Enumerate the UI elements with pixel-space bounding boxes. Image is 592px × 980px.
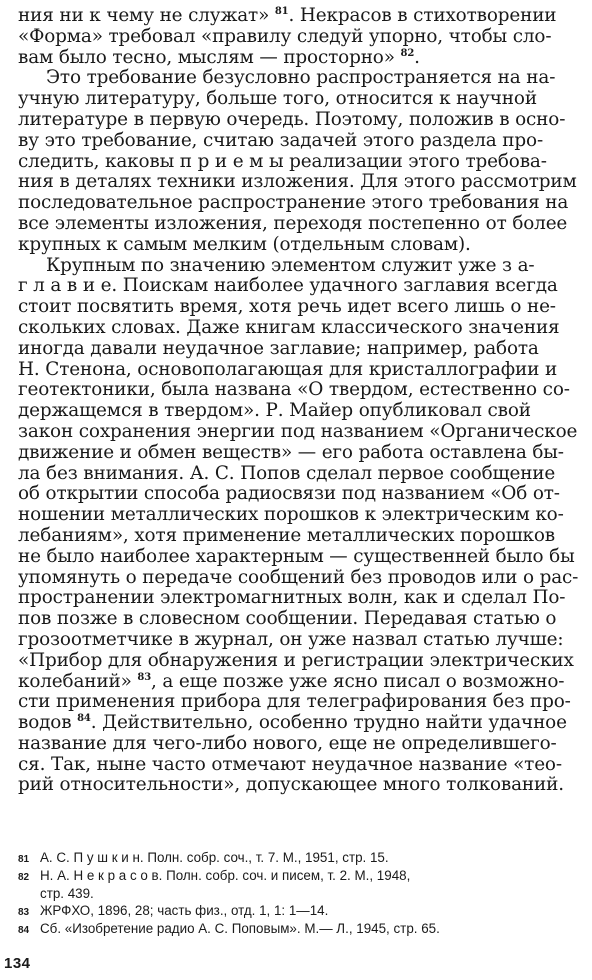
- body-text: [18, 6, 584, 796]
- text-line: [18, 713, 584, 734]
- text-line-content: Н. Стенона, основополагающая для кристаллографии и: [18, 359, 558, 380]
- text-line-continuation: , а еще позже уже ясно писал о возможно-: [151, 671, 565, 692]
- text-line-content: все элементы изложения, переходя постепенно от более: [18, 213, 568, 234]
- text-line-content: Это требование безусловно распространяется на на-: [46, 68, 556, 89]
- text-line: [18, 68, 584, 89]
- footnote-text: А. С. П у ш к и н. Полн. собр. соч., т. 7. М., 1951, стр. 15.: [40, 850, 389, 865]
- text-line-content: крупных к самым мелким (отдельным словам).: [18, 234, 471, 255]
- text-line-content: водов: [18, 713, 78, 734]
- text-line: [18, 193, 584, 214]
- footnote-text: стр. 439.: [40, 886, 94, 902]
- text-line-content: стоит посвятить время, хотя речь идет всего лишь о не-: [18, 297, 556, 318]
- text-line: [18, 276, 584, 297]
- text-line-content: ла без внимания. А. С. Попов сделал первое сообщение: [18, 463, 556, 484]
- text-line: [18, 339, 584, 360]
- text-line: [18, 651, 584, 672]
- text-line: [18, 672, 584, 693]
- footnote: [18, 886, 584, 902]
- text-line-content: не было наиболее характерным — существенней было бы: [18, 546, 575, 567]
- footnote: [18, 903, 584, 921]
- text-line: [18, 152, 584, 173]
- footnote-text: Сб. «Изобретение радио А. С. Поповым». М.— Л., 1945, стр. 65.: [40, 920, 440, 936]
- text-line-content: закон сохранения энергии под названием «Органическое: [18, 421, 578, 442]
- footnote-reference[interactable]: 81: [274, 6, 289, 17]
- text-line: [18, 443, 584, 464]
- text-line-content: ношении металлических порошков к электрическим ко-: [18, 505, 564, 526]
- text-line-content: название для чего-либо нового, еще не определившего-: [18, 733, 557, 754]
- footnote-reference[interactable]: 83: [137, 671, 152, 683]
- text-line: [18, 89, 584, 110]
- text-line: [18, 27, 584, 48]
- text-line-content: держащемся в твердом». Р. Майер опубликовал свой: [18, 401, 531, 422]
- text-line: [18, 214, 584, 235]
- text-line-content: пов позже в словесном сообщении. Передавая статью о: [18, 609, 557, 630]
- text-line-continuation: . Некрасов в стихотворении: [288, 6, 557, 26]
- text-line: [18, 588, 584, 609]
- text-line: [18, 318, 584, 339]
- page-number: 134: [4, 955, 31, 972]
- text-line: [18, 755, 584, 776]
- text-line: [18, 172, 584, 193]
- text-line: [18, 6, 584, 27]
- text-line-content: грозоотметчике в журнал, он уже назвал статью лучше:: [18, 629, 564, 650]
- text-line-continuation: .: [414, 47, 420, 68]
- text-line-content: следить, каковы п р и е м ы реализации этого требова-: [18, 151, 547, 172]
- text-line-content: сти применения прибора для телеграфирования без про-: [18, 692, 571, 713]
- text-line-content: ся. Так, ныне часто отмечают неудачное название «тео-: [18, 754, 562, 775]
- text-line: [18, 630, 584, 651]
- footnote-number: 82: [18, 872, 30, 884]
- text-line: [18, 484, 584, 505]
- text-line-content: «Форма» требовал «правилу следуй упорно, чтобы сло-: [18, 26, 552, 47]
- footnote-text: Н. А. Н е к р а с о в. Полн. собр. соч. и писем, т. 2. М., 1948,: [40, 868, 411, 884]
- text-line: [18, 110, 584, 131]
- text-line-content: ву это требование, считаю задачей этого раздела про-: [18, 130, 544, 151]
- text-line-content: упомянуть о передаче сообщений без проводов или о рас-: [18, 567, 579, 588]
- footnote-text: ЖРФХО, 1896, 28; часть физ., отд. 1, 1: 1—14.: [40, 902, 329, 918]
- text-line-content: ния ни к чему не служат»: [18, 6, 275, 26]
- text-line-continuation: . Действительно, особенно трудно найти удачное: [90, 713, 567, 734]
- text-line-content: Крупным по значению элементом служит уже з а-: [46, 255, 535, 276]
- footnote: [18, 868, 584, 886]
- text-line-content: рий относительности», допускающее много толкований.: [18, 775, 564, 796]
- text-line: [18, 401, 584, 422]
- text-line: [18, 609, 584, 630]
- text-line: [18, 775, 584, 796]
- text-line-content: вам было тесно, мыслям — просторно»: [18, 47, 401, 68]
- text-line-content: последовательное распространение этого требования на: [18, 193, 569, 214]
- text-line: [18, 380, 584, 401]
- text-line-content: об открытии способа радиосвязи под названием «Об от-: [18, 484, 560, 505]
- text-line-content: колебаний»: [18, 671, 138, 692]
- footnote-reference[interactable]: 84: [77, 713, 91, 724]
- text-line: [18, 526, 584, 547]
- text-line: [18, 734, 584, 755]
- text-line-content: пространении электромагнитных волн, как и сделал По-: [18, 588, 566, 609]
- text-line-content: движение и обмен веществ» — его работа оставлена бы-: [18, 442, 564, 463]
- text-line: [18, 131, 584, 152]
- text-line: [18, 505, 584, 526]
- text-line: [18, 464, 584, 485]
- text-line-content: иногда давали неудачное заглавие; например, работа: [18, 338, 539, 359]
- text-line-content: лебаниям», хотя применение металлических порошков: [18, 525, 555, 546]
- footnote-reference[interactable]: 82: [400, 47, 415, 59]
- text-line-content: ния в деталях техники изложения. Для этого рассмотрим: [18, 172, 577, 193]
- text-line-content: г л а в и е. Поискам наиболее удачного заглавия всегда: [18, 276, 558, 297]
- text-line: [18, 360, 584, 381]
- footnote-number: 84: [18, 924, 30, 936]
- text-line: [18, 235, 584, 256]
- text-line: [18, 422, 584, 443]
- text-line: [18, 547, 584, 568]
- text-line-content: учную литературу, больше того, относится к научной: [18, 89, 537, 110]
- footnote-number: 83: [18, 906, 30, 918]
- text-line-content: «Прибор для обнаружения и регистрации электрических: [18, 650, 574, 671]
- text-line-content: скольких словах. Даже книгам классического значения: [18, 317, 560, 338]
- text-line: [18, 48, 584, 69]
- footnote-number: 81: [18, 854, 30, 865]
- text-line-content: геотектоники, была названа «О твердом, естественно со-: [18, 380, 570, 401]
- text-line: [18, 256, 584, 277]
- text-line-content: литературе в первую очередь. Поэтому, положив в осно-: [18, 109, 566, 130]
- footnote: [18, 921, 584, 939]
- footnote: [18, 850, 584, 868]
- text-line: [18, 297, 584, 318]
- text-line: [18, 692, 584, 713]
- text-line: [18, 568, 584, 589]
- footnotes: [18, 850, 584, 939]
